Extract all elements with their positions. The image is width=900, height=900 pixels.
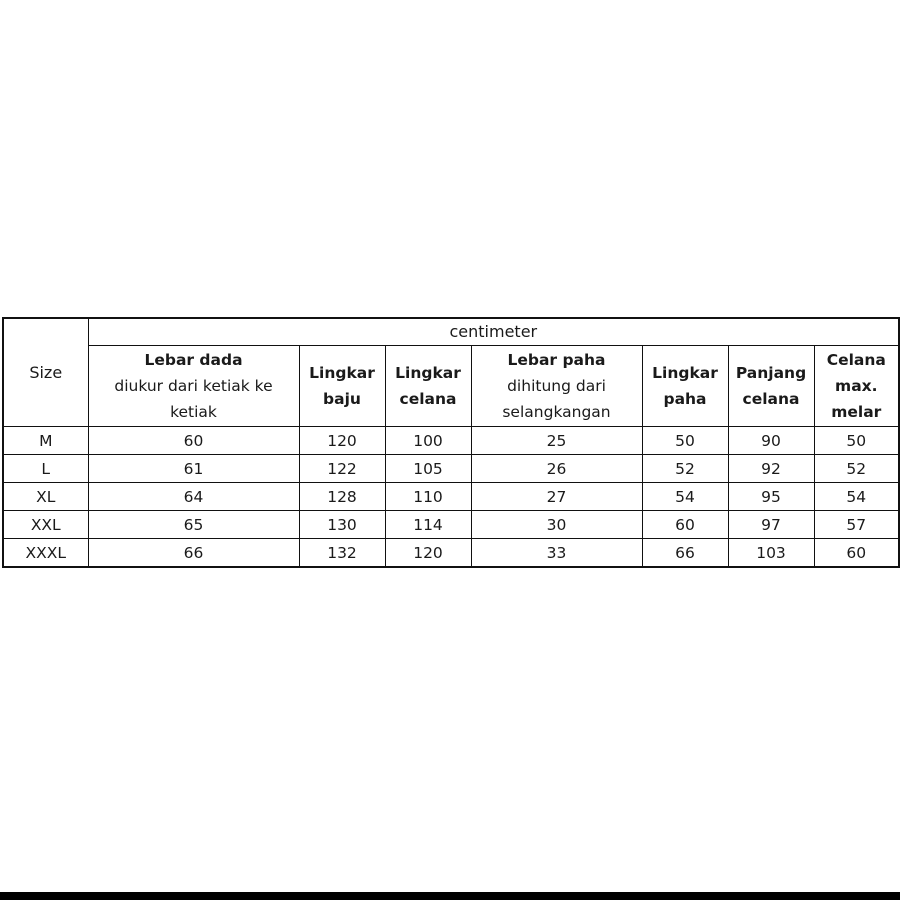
column-header-note-line: diukur dari ketiak ke xyxy=(114,377,273,395)
table-row xyxy=(3,511,899,539)
table-row xyxy=(3,427,899,455)
column-header-title-line: Lingkar xyxy=(309,364,375,382)
unit-header-row xyxy=(3,318,899,346)
measurement-cell: 61 xyxy=(88,455,299,483)
measurement-cell: 60 xyxy=(642,511,728,539)
bottom-border-bar xyxy=(0,892,900,900)
size-cell: L xyxy=(3,455,88,483)
measurement-cell: 60 xyxy=(88,427,299,455)
measurement-cell: 64 xyxy=(88,483,299,511)
measurement-cell: 97 xyxy=(728,511,814,539)
measurement-cell: 54 xyxy=(642,483,728,511)
measurement-cell: 103 xyxy=(728,539,814,568)
measurement-cell: 100 xyxy=(385,427,471,455)
column-header-title-line: Panjang xyxy=(735,364,807,382)
table-row xyxy=(3,483,899,511)
column-header-note-line: dihitung dari xyxy=(507,377,606,395)
measurement-cell: 130 xyxy=(299,511,385,539)
measurement-cell: 54 xyxy=(814,483,899,511)
column-header-title-line: celana xyxy=(742,390,800,408)
measurement-cell: 50 xyxy=(814,427,899,455)
measurement-cell: 57 xyxy=(814,511,899,539)
column-header-title-line: Lingkar xyxy=(652,364,718,382)
measurement-cell: 66 xyxy=(88,539,299,568)
measurement-cell: 50 xyxy=(642,427,728,455)
measurement-cell: 95 xyxy=(728,483,814,511)
table-row xyxy=(3,455,899,483)
measurement-cell: 92 xyxy=(728,455,814,483)
measurement-cell: 122 xyxy=(299,455,385,483)
column-header xyxy=(471,346,642,427)
measurement-cell: 120 xyxy=(299,427,385,455)
measurement-cell: 110 xyxy=(385,483,471,511)
measurement-cell: 66 xyxy=(642,539,728,568)
measurement-cell: 25 xyxy=(471,427,642,455)
column-header-title-line: paha xyxy=(663,390,707,408)
column-header xyxy=(299,346,385,427)
column-header xyxy=(385,346,471,427)
size-cell: XXXL xyxy=(3,539,88,568)
measurement-cell: 105 xyxy=(385,455,471,483)
measurement-cell: 33 xyxy=(471,539,642,568)
column-header-note-line: ketiak xyxy=(170,403,217,421)
measurement-cell: 114 xyxy=(385,511,471,539)
unit-header: centimeter xyxy=(88,318,899,346)
measurement-cell: 90 xyxy=(728,427,814,455)
measurement-cell: 128 xyxy=(299,483,385,511)
column-header-title-line: melar xyxy=(831,403,882,421)
column-header xyxy=(642,346,728,427)
measurement-cell: 60 xyxy=(814,539,899,568)
measurement-cell: 52 xyxy=(642,455,728,483)
measurement-cell: 26 xyxy=(471,455,642,483)
column-header-title-line: Celana xyxy=(826,351,886,369)
measurement-cell: 120 xyxy=(385,539,471,568)
column-header-title-line: Lingkar xyxy=(395,364,461,382)
size-cell: XL xyxy=(3,483,88,511)
measurement-cell: 132 xyxy=(299,539,385,568)
measurement-cell: 27 xyxy=(471,483,642,511)
column-header-title-line: baju xyxy=(323,390,361,408)
column-header-title-line: celana xyxy=(399,390,457,408)
size-cell: M xyxy=(3,427,88,455)
column-header-title-line: Lebar dada xyxy=(144,351,243,369)
measurement-cell: 52 xyxy=(814,455,899,483)
column-header xyxy=(88,346,299,427)
size-cell: XXL xyxy=(3,511,88,539)
table-body xyxy=(3,427,899,568)
column-header-title-line: max. xyxy=(835,377,878,395)
column-header-note-line: selangkangan xyxy=(502,403,611,421)
measurement-cell: 30 xyxy=(471,511,642,539)
column-header-title-line: Lebar paha xyxy=(507,351,606,369)
column-header xyxy=(728,346,814,427)
table-row xyxy=(3,539,899,568)
measurement-cell: 65 xyxy=(88,511,299,539)
size-column-header: Size xyxy=(3,318,88,427)
column-header-row xyxy=(3,346,899,427)
size-chart-table xyxy=(2,317,900,568)
column-header xyxy=(814,346,899,427)
